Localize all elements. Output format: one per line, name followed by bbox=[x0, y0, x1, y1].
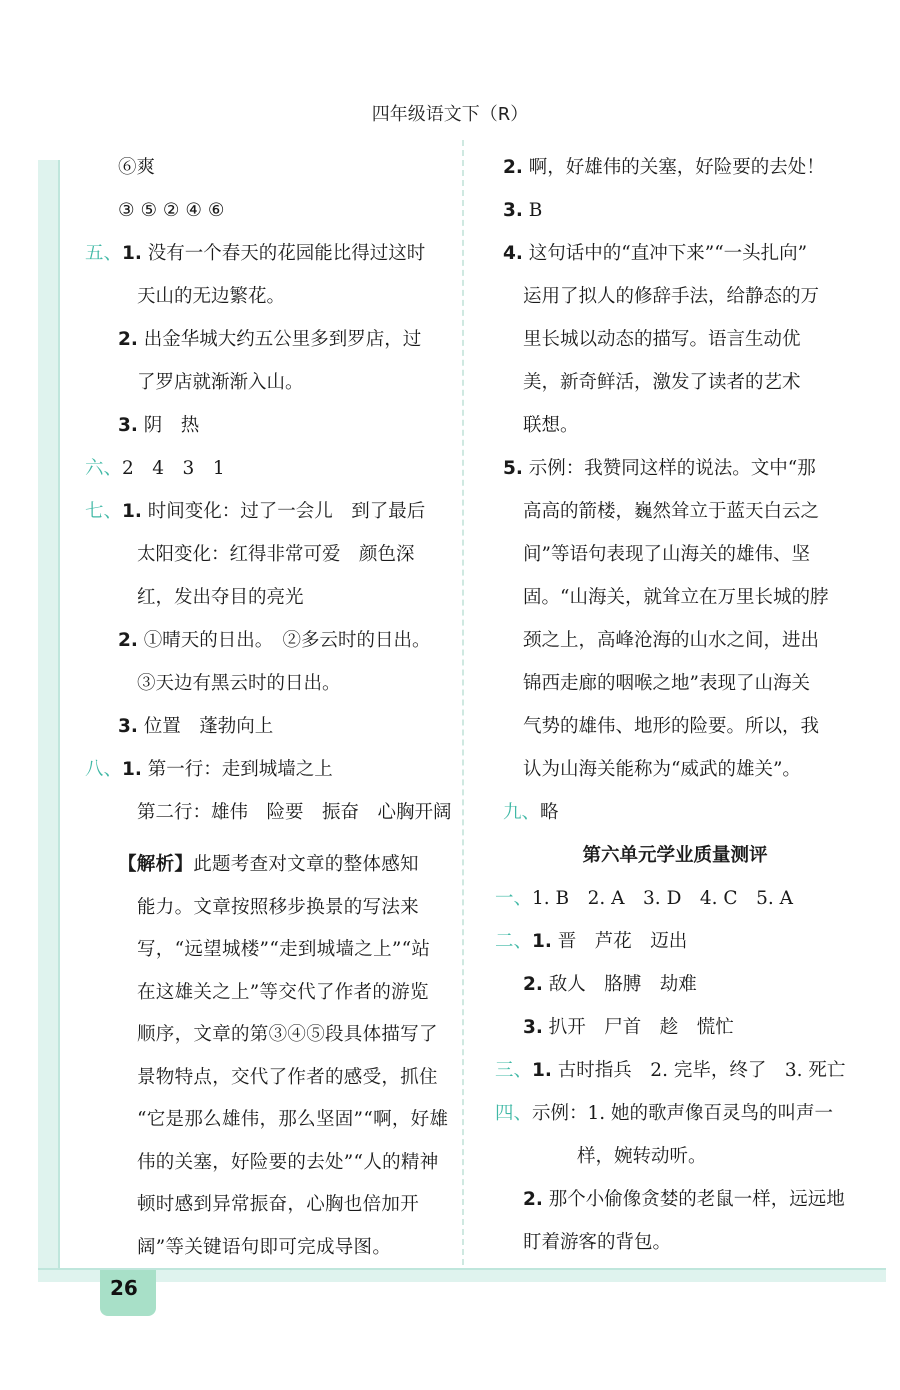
answer-text: ⑥爽 bbox=[118, 157, 156, 178]
explanation-line bbox=[85, 1184, 450, 1227]
answer-line bbox=[85, 662, 450, 705]
item-number: 1. bbox=[122, 759, 142, 780]
column-divider bbox=[462, 140, 464, 1265]
explanation-line bbox=[85, 844, 450, 887]
answer-text: 2 4 3 1 bbox=[122, 458, 225, 479]
answer-text: ①晴天的日出。 ②多云时的日出。 bbox=[137, 630, 431, 651]
answer-text: 天山的无边繁花。 bbox=[137, 286, 286, 307]
answer-text: 样，婉转动听。 bbox=[577, 1146, 707, 1167]
answer-line bbox=[495, 533, 835, 576]
answer-text: 那个小偷像贪婪的老鼠一样，远远地 bbox=[542, 1189, 845, 1210]
answer-line bbox=[495, 619, 835, 662]
explanation-line bbox=[85, 1014, 450, 1057]
explanation-text: 景物特点，交代了作者的感受，抓住 bbox=[137, 1066, 438, 1088]
answer-text: 1. B 2. A 3. D 4. C 5. A bbox=[532, 888, 793, 909]
answer-line bbox=[495, 1049, 846, 1092]
answer-text: 略 bbox=[540, 802, 559, 823]
answer-line bbox=[495, 748, 835, 791]
explanation-line bbox=[85, 1057, 450, 1100]
answer-text: 第二行：雄伟 险要 振奋 心胸开阔 bbox=[137, 802, 452, 823]
explanation-tag: 【解析】 bbox=[118, 854, 194, 875]
item-number: 2. bbox=[523, 1189, 543, 1210]
answer-text: 红，发出夺目的亮光 bbox=[137, 587, 304, 608]
answer-line bbox=[495, 318, 835, 361]
explanation-line bbox=[85, 1142, 450, 1185]
left-column bbox=[85, 146, 450, 1269]
item-number: 1. bbox=[122, 243, 142, 264]
answer-line bbox=[495, 447, 835, 490]
unit-title: 第六单元学业质量测评 bbox=[582, 845, 768, 866]
answer-text: 古时指兵 2. 完毕，终了 3. 死亡 bbox=[551, 1060, 846, 1081]
answer-text: 位置 蓬勃向上 bbox=[137, 716, 274, 737]
answer-text: 美，新奇鲜活，激发了读者的艺术 bbox=[523, 372, 801, 393]
explanation-text: “它是那么雄伟，那么坚固”“啊，好雄 bbox=[137, 1109, 449, 1130]
answer-text: 啊，好雄伟的关塞，好险要的去处！ bbox=[522, 157, 825, 178]
answer-text: 示例：1. 她的歌声像百灵鸟的叫声一 bbox=[532, 1103, 834, 1124]
answer-line bbox=[85, 361, 450, 404]
explanation-line bbox=[85, 929, 450, 972]
explanation-text: 顿时感到异常振奋，心胸也倍加开 bbox=[137, 1194, 420, 1215]
answer-text: ③ ⑤ ② ④ ⑥ bbox=[118, 200, 225, 221]
explanation-text: 此题考查对文章的整体感知 bbox=[193, 854, 419, 875]
page-frame-left bbox=[38, 160, 60, 1270]
answer-text: 阴 热 bbox=[137, 415, 200, 436]
answer-line bbox=[85, 490, 450, 533]
answer-line bbox=[495, 275, 835, 318]
answer-line bbox=[85, 275, 450, 318]
left-answer-list bbox=[85, 146, 450, 834]
answer-line bbox=[495, 1178, 845, 1221]
answer-line bbox=[495, 1221, 835, 1264]
item-number: 2. bbox=[118, 329, 138, 350]
answer-text: 气势的雄伟、地形的险要。所以，我 bbox=[523, 716, 820, 737]
answer-line bbox=[495, 705, 835, 748]
answer-text: 高高的箭楼，巍然耸立于蓝天白云之 bbox=[523, 501, 820, 522]
answer-line bbox=[85, 791, 450, 834]
section-marker: 九、 bbox=[503, 802, 541, 823]
explanation-line bbox=[85, 972, 450, 1015]
answer-text: 间”等语句表现了山海关的雄伟、坚 bbox=[523, 544, 810, 565]
answer-line bbox=[495, 877, 835, 920]
answer-text: 认为山海关能称为“威武的雄关”。 bbox=[523, 759, 801, 780]
unit-answer-list bbox=[495, 877, 846, 1264]
explanation-text: 伟的关塞，好险要的去处”“人的精神 bbox=[137, 1151, 439, 1173]
answer-text: 了罗店就渐渐入山。 bbox=[137, 372, 304, 393]
answer-line bbox=[85, 705, 450, 748]
answer-text: 这句话中的“直冲下来”“一头扎向” bbox=[522, 243, 808, 264]
explanation-text: 能力。文章按照移步换景的写法来 bbox=[137, 896, 420, 918]
right-column bbox=[495, 146, 846, 1264]
answer-line bbox=[495, 146, 835, 189]
answer-text: 敌人 胳膊 劫难 bbox=[542, 974, 697, 995]
answer-line bbox=[495, 963, 835, 1006]
item-number: 1. bbox=[532, 931, 552, 952]
section-marker: 六、 bbox=[85, 458, 123, 479]
answer-line bbox=[85, 533, 450, 576]
answer-line bbox=[495, 490, 835, 533]
answer-line bbox=[495, 662, 835, 705]
answer-line bbox=[85, 318, 450, 361]
answer-text: 没有一个春天的花园能比得过这时 bbox=[141, 243, 426, 264]
answer-text: 运用了拟人的修辞手法，给静态的万 bbox=[523, 286, 820, 307]
answer-line bbox=[495, 920, 835, 963]
answer-line bbox=[495, 404, 835, 447]
answer-line bbox=[495, 1006, 835, 1049]
section-marker: 八、 bbox=[85, 759, 123, 780]
answer-line bbox=[495, 1135, 835, 1178]
item-number: 3. bbox=[118, 716, 138, 737]
answer-text: ③天边有黑云时的日出。 bbox=[137, 673, 341, 694]
answer-text: 太阳变化：红得非常可爱 颜色深 bbox=[137, 544, 415, 565]
section-marker: 七、 bbox=[85, 501, 123, 522]
answer-line bbox=[85, 189, 450, 232]
answer-text: 盯着游客的背包。 bbox=[523, 1232, 672, 1253]
answer-line bbox=[85, 146, 450, 189]
explanation-text: 阔”等关键语句即可完成导图。 bbox=[137, 1236, 392, 1258]
explanation-text: 顺序，文章的第③④⑤段具体描写了 bbox=[137, 1024, 438, 1045]
item-number: 3. bbox=[523, 1017, 543, 1038]
answer-text: 第一行：走到城墙之上 bbox=[141, 759, 333, 780]
answer-line bbox=[85, 576, 450, 619]
answer-line bbox=[495, 791, 835, 834]
item-number: 2. bbox=[118, 630, 138, 651]
item-number: 5. bbox=[503, 458, 523, 479]
item-number: 1. bbox=[122, 501, 142, 522]
page-number: 26 bbox=[110, 1276, 138, 1300]
answer-line bbox=[495, 361, 835, 404]
answer-line bbox=[495, 232, 835, 275]
section-marker: 三、 bbox=[495, 1060, 533, 1081]
page-frame-bottom bbox=[38, 1268, 886, 1282]
item-number: 2. bbox=[503, 157, 523, 178]
answer-line bbox=[85, 232, 450, 275]
item-number: 3. bbox=[503, 200, 523, 221]
answer-line bbox=[495, 189, 835, 232]
section-marker: 二、 bbox=[495, 931, 533, 952]
answer-line bbox=[85, 447, 450, 490]
explanation-text: 在这雄关之上”等交代了作者的游览 bbox=[137, 981, 429, 1003]
answer-text: 里长城以动态的描写。语言生动优 bbox=[523, 329, 801, 350]
section-marker: 五、 bbox=[85, 243, 123, 264]
explanation-line bbox=[85, 1227, 450, 1270]
answer-text: 出金华城大约五公里多到罗店，过 bbox=[137, 329, 422, 350]
explanation-text: 写，“远望城楼”“走到城墙之上”“站 bbox=[137, 939, 431, 960]
section-marker: 四、 bbox=[495, 1103, 533, 1124]
answer-line bbox=[85, 619, 450, 662]
answer-text: 联想。 bbox=[523, 415, 579, 436]
item-number: 3. bbox=[118, 415, 138, 436]
explanation-line bbox=[85, 1099, 450, 1142]
explanation-line bbox=[85, 887, 450, 930]
answer-line bbox=[495, 576, 835, 619]
answer-line bbox=[495, 1092, 835, 1135]
answer-text: 扒开 尸首 趁 慌忙 bbox=[542, 1017, 734, 1038]
answer-text: 固。“山海关，就耸立在万里长城的脖 bbox=[523, 587, 829, 608]
explanation-block bbox=[85, 844, 450, 1269]
item-number: 1. bbox=[532, 1060, 552, 1081]
item-number: 4. bbox=[503, 243, 523, 264]
section-marker: 一、 bbox=[495, 888, 533, 909]
answer-text: 时间变化：过了一会儿 到了最后 bbox=[141, 501, 426, 522]
item-number: 2. bbox=[523, 974, 543, 995]
answer-text: 示例：我赞同这样的说法。文中“那 bbox=[522, 458, 816, 479]
answer-text: B bbox=[522, 200, 543, 221]
answer-text: 晋 芦花 迈出 bbox=[551, 931, 688, 952]
answer-line bbox=[85, 748, 450, 791]
answer-text: 锦西走廊的咽喉之地”表现了山海关 bbox=[523, 673, 810, 694]
right-answer-list bbox=[495, 146, 835, 834]
answer-text: 颈之上，高峰沧海的山水之间，进出 bbox=[523, 630, 820, 651]
answer-line bbox=[85, 404, 450, 447]
page-header: 四年级语文下（R） bbox=[371, 104, 529, 125]
